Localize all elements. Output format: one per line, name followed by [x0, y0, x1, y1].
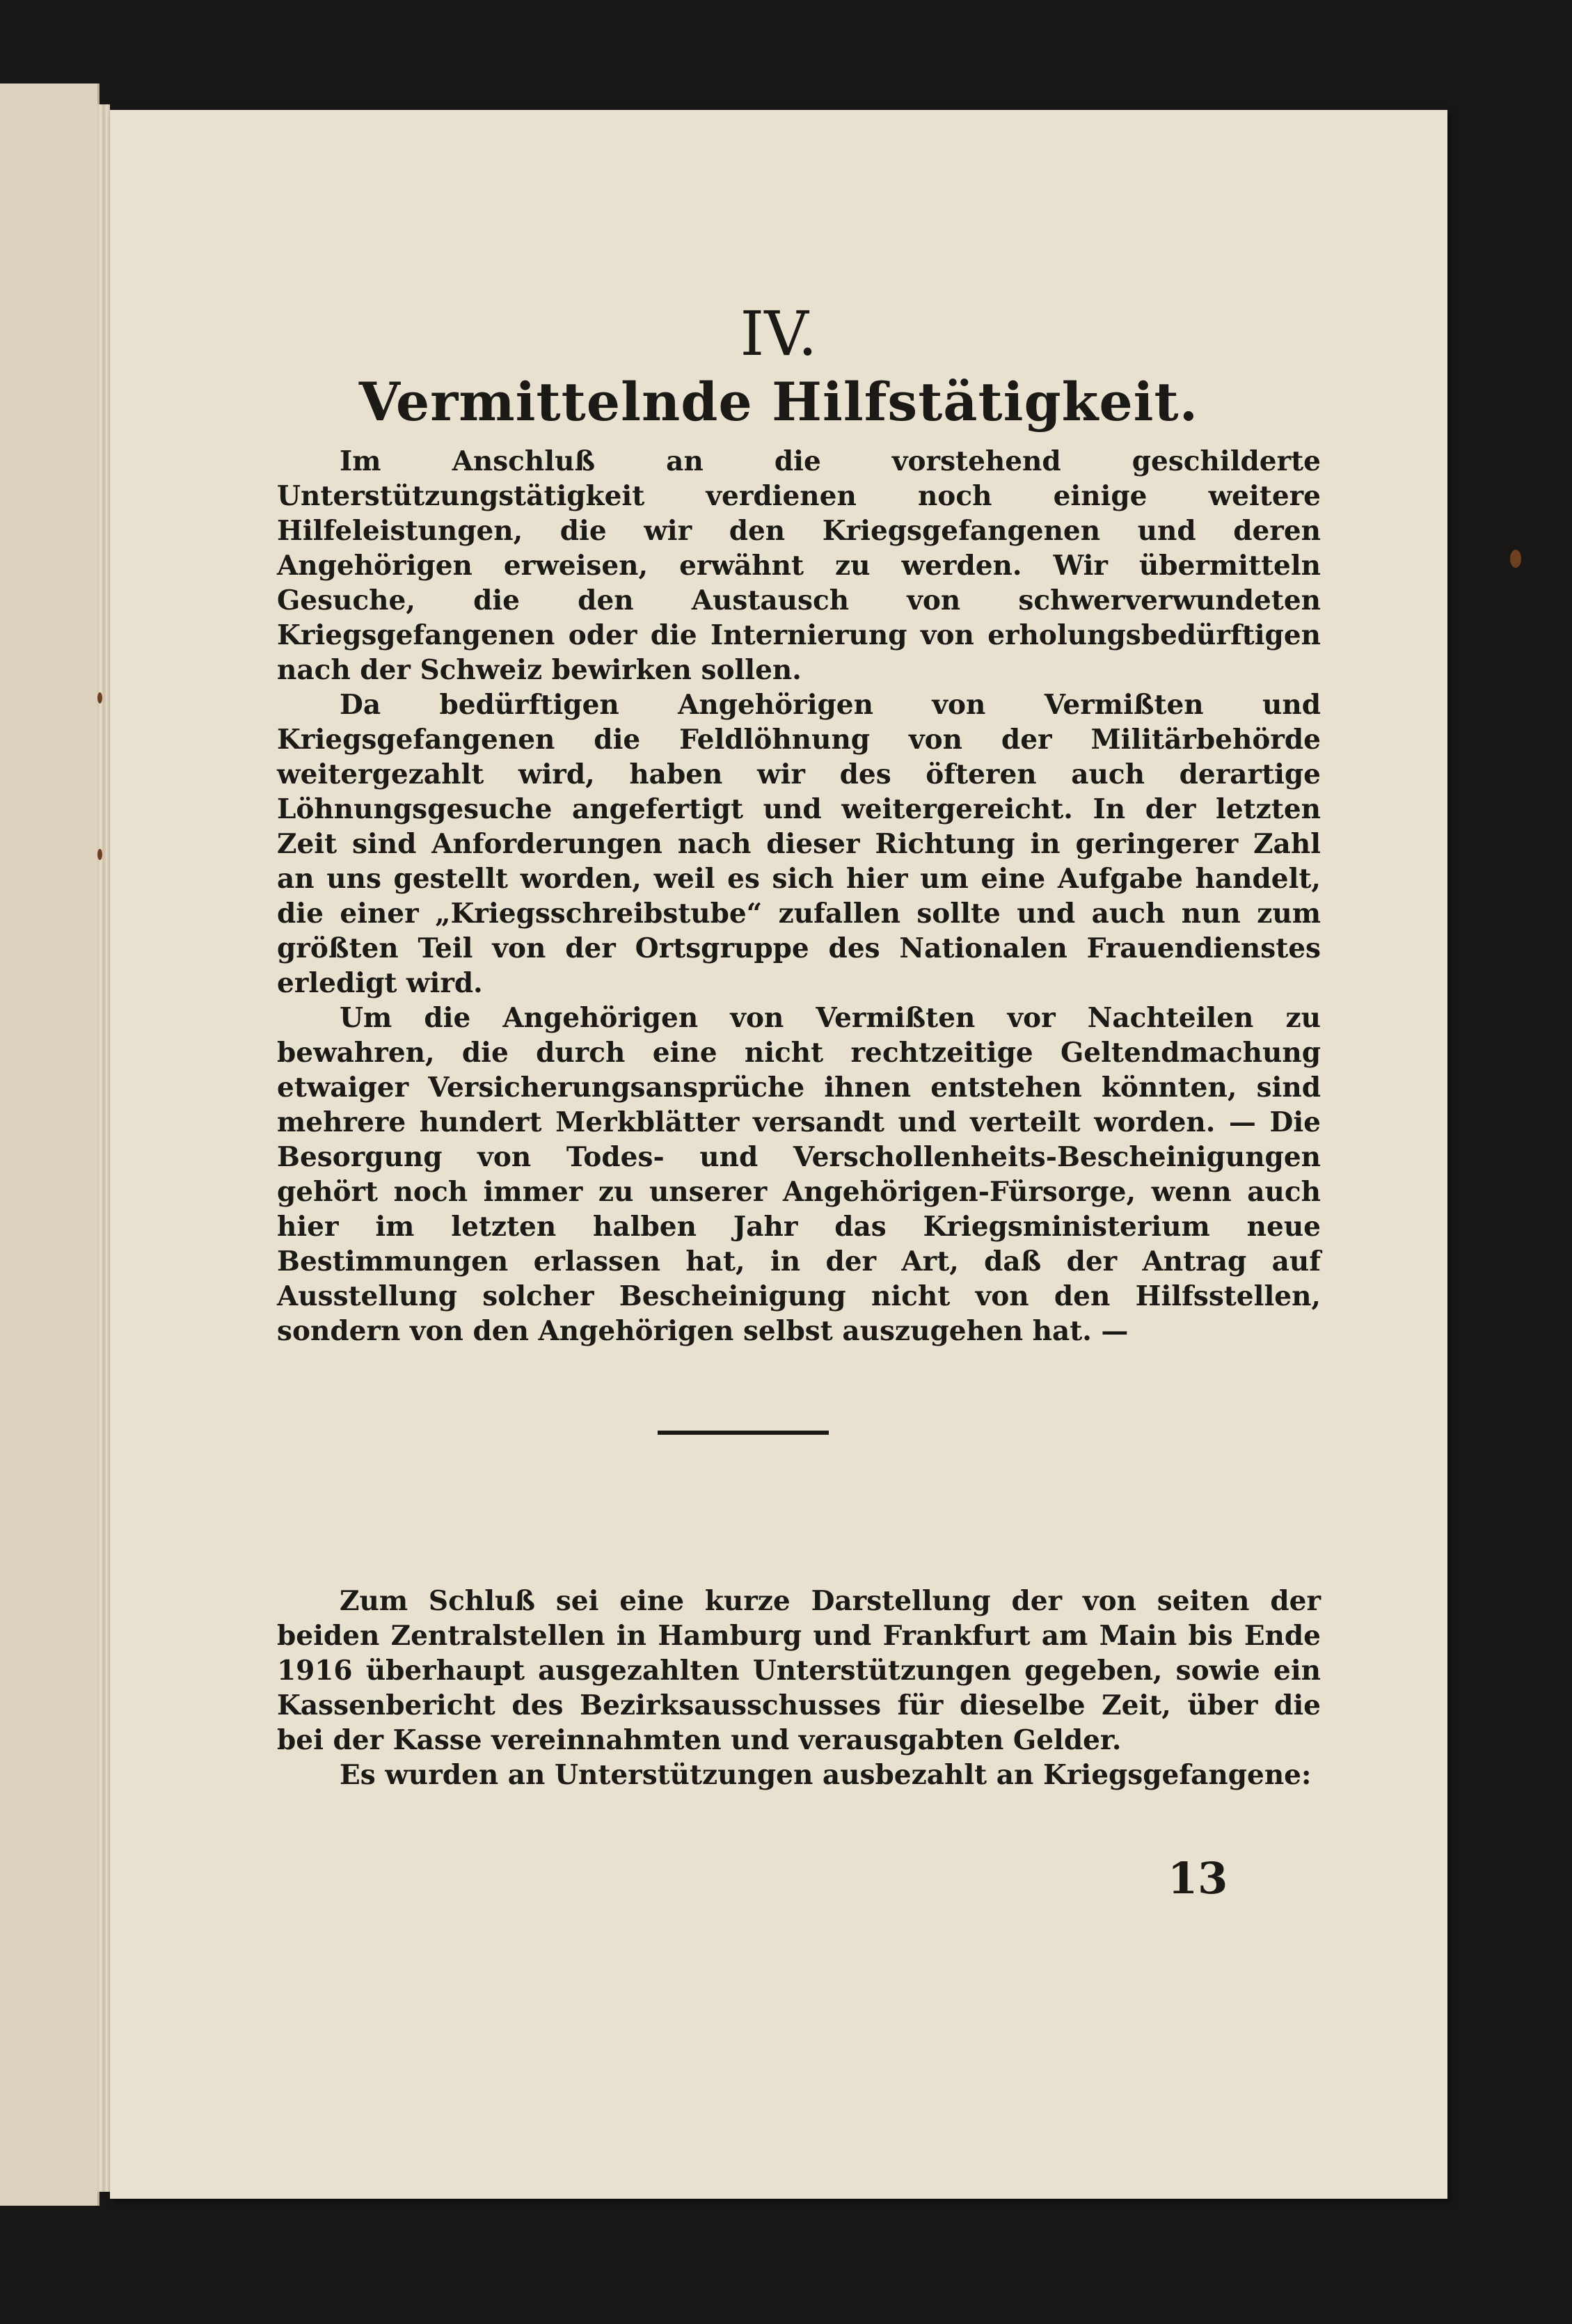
- section-divider: [658, 1431, 829, 1435]
- chapter-title: Vermittelnde Hilfstätigkeit.: [358, 371, 1199, 433]
- page-number: 13: [1168, 1853, 1228, 1904]
- page-stack-edge: [97, 104, 110, 2192]
- left-page-edge: [0, 83, 100, 2206]
- paragraph: Da bedürftigen Angehörigen von Vermißten und Kriegsgefangenen die Feldlöhnung von der Militärbehörde weitergezahlt wird, haben wir des öfteren auch derartige Löhnungsgesuche angefertigt und weitergereicht. In der letzten Zeit sind Anforderungen nach dieser Richtung in geringerer Zahl an uns gestellt worden, weil es sich hier um eine Aufgabe handelt, die einer „Kriegsschreibstube“ zufallen sollte und auch nun zum größten Teil von der Ortsgruppe des Nationalen Frauendienstes erledigt wird.: [277, 689, 1321, 999]
- chapter-number: IV.: [740, 298, 818, 369]
- paragraph: Zum Schluß sei eine kurze Darstellung der von seiten der beiden Zentralstellen in Hamburg und Frankfurt am Main bis Ende 1916 überhaupt ausgezahlten Unterstützungen gegeben, sowie ein Kassenbericht des Bezirksausschusses für dieselbe Zeit, über die bei der Kasse vereinnahmten und verausgabten Gelder.: [277, 1585, 1321, 1756]
- book-page: [110, 110, 1447, 2199]
- paragraph: Um die Angehörigen von Vermißten vor Nachteilen zu bewahren, die durch eine nicht rechtzeitige Geltendmachung etwaiger Versicherungsansprüche ihnen entstehen könnten, sind mehrere hundert Merkblätter versandt und verteilt worden. — Die Besorgung von Todes- und Verschollenheits-Bescheinigungen gehört noch immer zu unserer Angehörigen-Fürsorge, wenn auch hier im letzten halben Jahr das Kriegsministerium neue Bestimmungen erlassen hat, in der Art, daß der Antrag auf Ausstellung solcher Bescheinigung nicht von den Hilfsstellen, sondern von den Angehörigen selbst auszugehen hat. —: [277, 1002, 1321, 1347]
- paragraph: Im Anschluß an die vorstehend geschilderte Unterstützungstätigkeit verdienen noch einige weitere Hilfeleistungen, die wir den Kriegsgefangenen und deren Angehörigen erweisen, erwähnt zu werden. Wir übermitteln Gesuche, die den Austausch von schwerverwundeten Kriegsgefangenen oder die Internierung von erholungsbedürftigen nach der Schweiz bewirken sollen.: [277, 445, 1321, 686]
- paper-speck: [97, 692, 102, 703]
- closing-text-section: [277, 1584, 1321, 1792]
- paper-speck: [97, 849, 102, 860]
- paper-speck: [1510, 550, 1521, 568]
- main-text-section: [277, 444, 1321, 1348]
- paragraph: Es wurden an Unterstützungen ausbezahlt an Kriegsgefangene:: [340, 1759, 1312, 1791]
